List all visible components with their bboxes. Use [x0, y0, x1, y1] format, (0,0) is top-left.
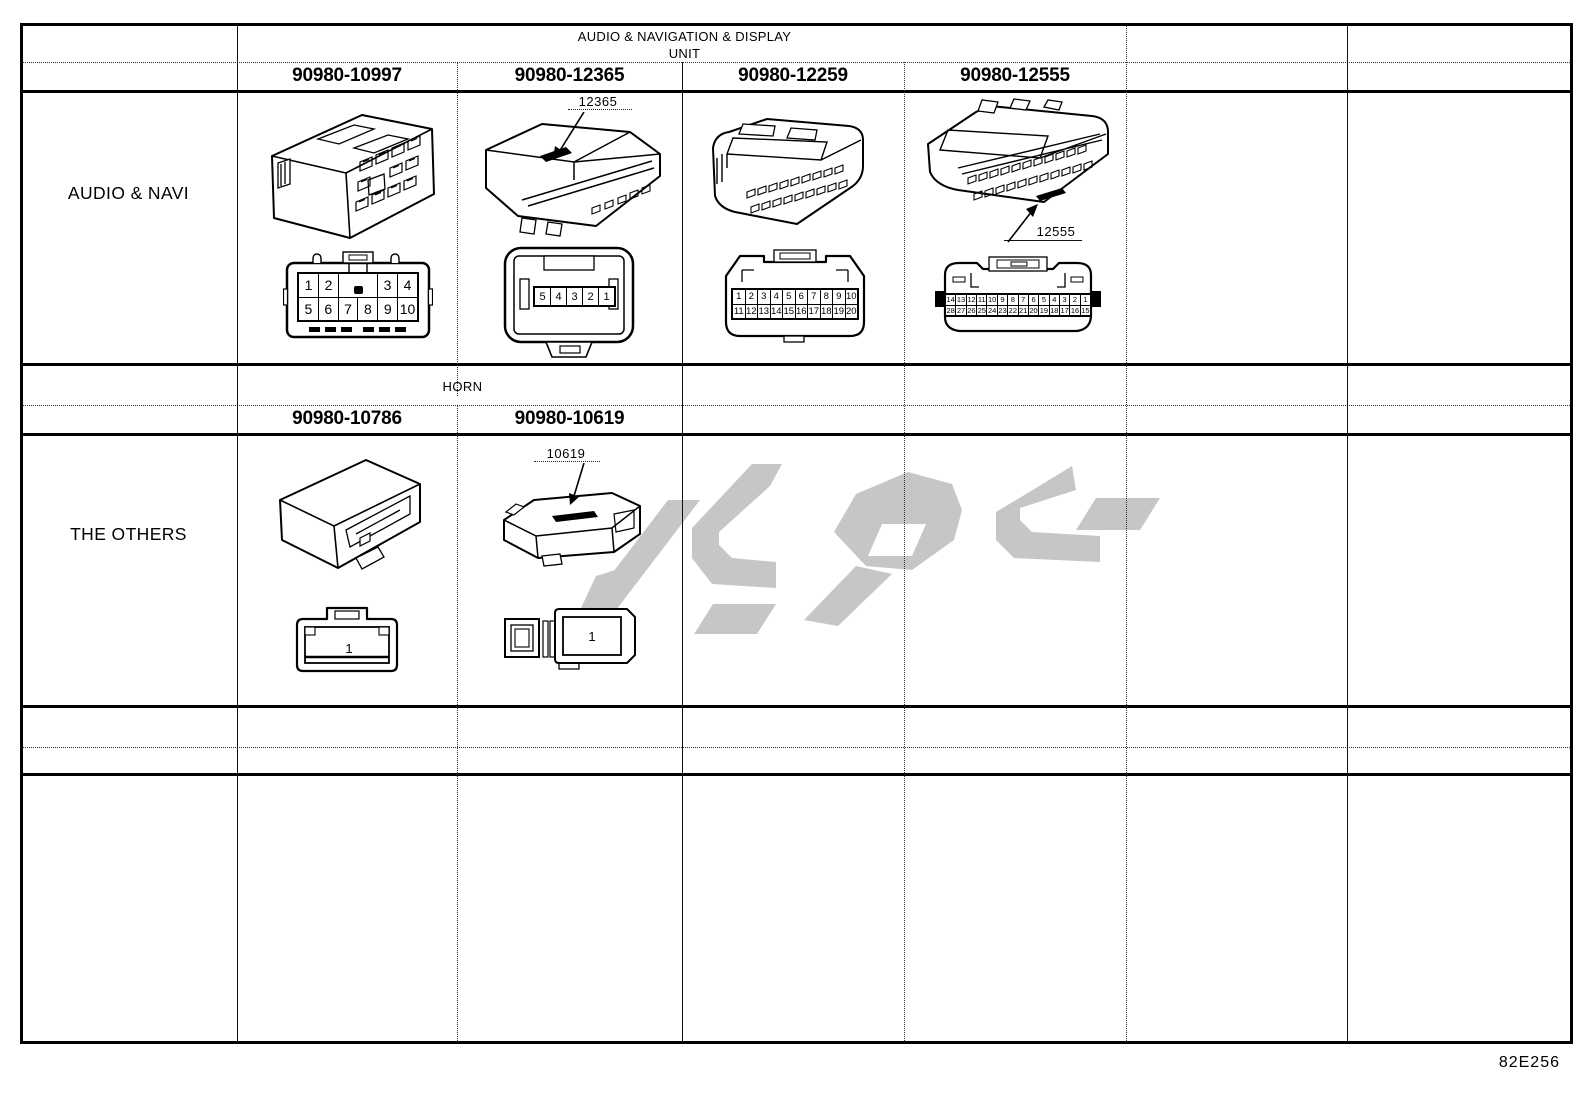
pin-17: 17: [808, 305, 820, 317]
pin-row: [946, 305, 1090, 316]
row-divider: [23, 90, 1570, 93]
row-label-the-others: THE OTHERS: [70, 523, 187, 544]
column-divider: [237, 26, 238, 1041]
pin-5: 5: [782, 290, 795, 304]
pin-7: 7: [1018, 295, 1028, 305]
pin-26: 26: [967, 305, 976, 315]
pin-layout-10997: [297, 272, 419, 322]
callout-12365: 12365: [578, 94, 618, 109]
pin-23: 23: [998, 305, 1007, 315]
callout-10619-leader: [534, 461, 600, 462]
pin-1-label: 1: [345, 641, 353, 656]
connector-10786-isometric: [268, 450, 424, 584]
pin-row: [733, 304, 857, 319]
pin-15: 15: [783, 305, 795, 317]
column-divider: [1347, 26, 1348, 1041]
part-number-90980-12259: 90980-12259: [738, 65, 848, 86]
pin-layout-12259: [731, 288, 859, 320]
callout-12555-arrow: [1000, 198, 1044, 246]
pin-8: 8: [1007, 295, 1017, 305]
pin-1-label: 1: [588, 629, 596, 644]
pin-6: 6: [1028, 295, 1038, 305]
pin-6: 6: [795, 290, 808, 304]
pin-16: 16: [795, 305, 807, 317]
column-divider-dashed: [457, 405, 458, 1041]
pin-10: 10: [397, 298, 417, 321]
pin-2: 2: [745, 290, 758, 304]
pin-8: 8: [357, 298, 377, 321]
pin-4: 4: [770, 290, 783, 304]
pin-10: 10: [845, 291, 857, 303]
pin-3: 3: [1059, 295, 1069, 305]
pin-row: [535, 288, 614, 305]
pin-12: 12: [745, 305, 757, 317]
connector-10997-isometric: [262, 106, 440, 242]
pin-14: 14: [946, 295, 955, 305]
callout-10619: 10619: [546, 446, 586, 461]
pin-7: 7: [807, 290, 820, 304]
column-divider-dashed: [1126, 26, 1127, 1041]
group-header-line1: AUDIO & NAVIGATION & DISPLAY: [577, 29, 792, 44]
pin-10: 10: [987, 295, 997, 305]
pin-layout-12365: [533, 286, 616, 307]
pin-row: [733, 290, 857, 304]
part-number-90980-10619: 90980-10619: [514, 408, 625, 429]
pin-18: 18: [820, 305, 832, 317]
pin-20: 20: [845, 305, 857, 317]
column-divider: [682, 62, 683, 1041]
pin-25: 25: [977, 305, 986, 315]
pin-6: 6: [318, 298, 338, 321]
pin-14: 14: [770, 305, 782, 317]
pin-row: [299, 274, 417, 297]
pin-2: 2: [318, 274, 338, 297]
callout-12555: 12555: [1036, 224, 1076, 239]
pin-21: 21: [1019, 305, 1028, 315]
group-header-audio-nav: [240, 28, 1129, 62]
column-divider-dashed: [904, 62, 905, 1041]
pin-24: 24: [987, 305, 997, 315]
pin-7: 7: [338, 298, 358, 321]
part-number-90980-12555: 90980-12555: [960, 65, 1070, 86]
connector-10619-front: [501, 603, 639, 671]
pin-5: 5: [304, 300, 313, 317]
row-label-audio-navi: AUDIO & NAVI: [67, 182, 190, 203]
column-divider-dashed: [457, 62, 458, 396]
pin-16: 16: [1070, 305, 1080, 315]
pin-4: 4: [1049, 295, 1059, 305]
pin-12: 12: [967, 295, 976, 305]
connector-12259-isometric: [703, 110, 871, 232]
pin-4: 4: [550, 288, 566, 305]
row-divider: [23, 433, 1570, 436]
pin-8: 8: [820, 290, 833, 304]
pin-3: 3: [566, 288, 582, 305]
callout-10619-arrow: [556, 463, 592, 511]
part-number-90980-10786: 90980-10786: [292, 408, 402, 429]
callout-12365-arrow: [540, 112, 600, 168]
pin-5: 5: [539, 290, 546, 303]
pin-layout-12555: [944, 293, 1092, 317]
part-number-90980-10997: 90980-10997: [292, 65, 402, 86]
pin-1: 1: [598, 288, 614, 305]
pin-1: 1: [1080, 295, 1090, 305]
pin-22: 22: [1008, 305, 1017, 315]
pin-3: 3: [757, 290, 770, 304]
pin-15: 15: [1081, 305, 1090, 315]
row-divider-dotted: [23, 747, 1570, 748]
pin-5: 5: [1038, 295, 1048, 305]
pin-20: 20: [1029, 305, 1038, 315]
pin-3: 3: [377, 274, 397, 297]
pin-13: 13: [758, 305, 770, 317]
pin-2: 2: [1069, 295, 1079, 305]
row-divider: [23, 773, 1570, 776]
pin-28: 28: [946, 305, 955, 315]
pin-11: 11: [733, 305, 744, 317]
page-code: 82E256: [1498, 1054, 1560, 1071]
pin-19: 19: [1039, 305, 1049, 315]
part-number-90980-12365: 90980-12365: [514, 65, 625, 86]
row-divider: [23, 705, 1570, 708]
pin-18: 18: [1050, 305, 1059, 315]
pin-9: 9: [832, 290, 845, 304]
pin-11: 11: [977, 295, 986, 305]
pin-row: [946, 295, 1090, 305]
group-header-horn: HORN: [442, 379, 483, 394]
pin-2: 2: [582, 288, 598, 305]
pin-19: 19: [833, 305, 845, 317]
connector-10786-front: [293, 601, 403, 677]
pin-9: 9: [997, 295, 1007, 305]
pin-4: 4: [397, 274, 417, 297]
row-divider: [23, 363, 1570, 366]
group-header-line2: UNIT: [668, 46, 701, 61]
pin-row: [299, 297, 417, 321]
pin-1: 1: [304, 277, 313, 294]
callout-12365-leader: [568, 109, 632, 110]
pin-13: 13: [956, 295, 966, 305]
pin-latch-gap: [338, 274, 377, 297]
pin-9: 9: [377, 298, 397, 321]
pin-27: 27: [956, 305, 966, 315]
pin-1: 1: [736, 291, 742, 303]
pin-17: 17: [1060, 305, 1069, 315]
